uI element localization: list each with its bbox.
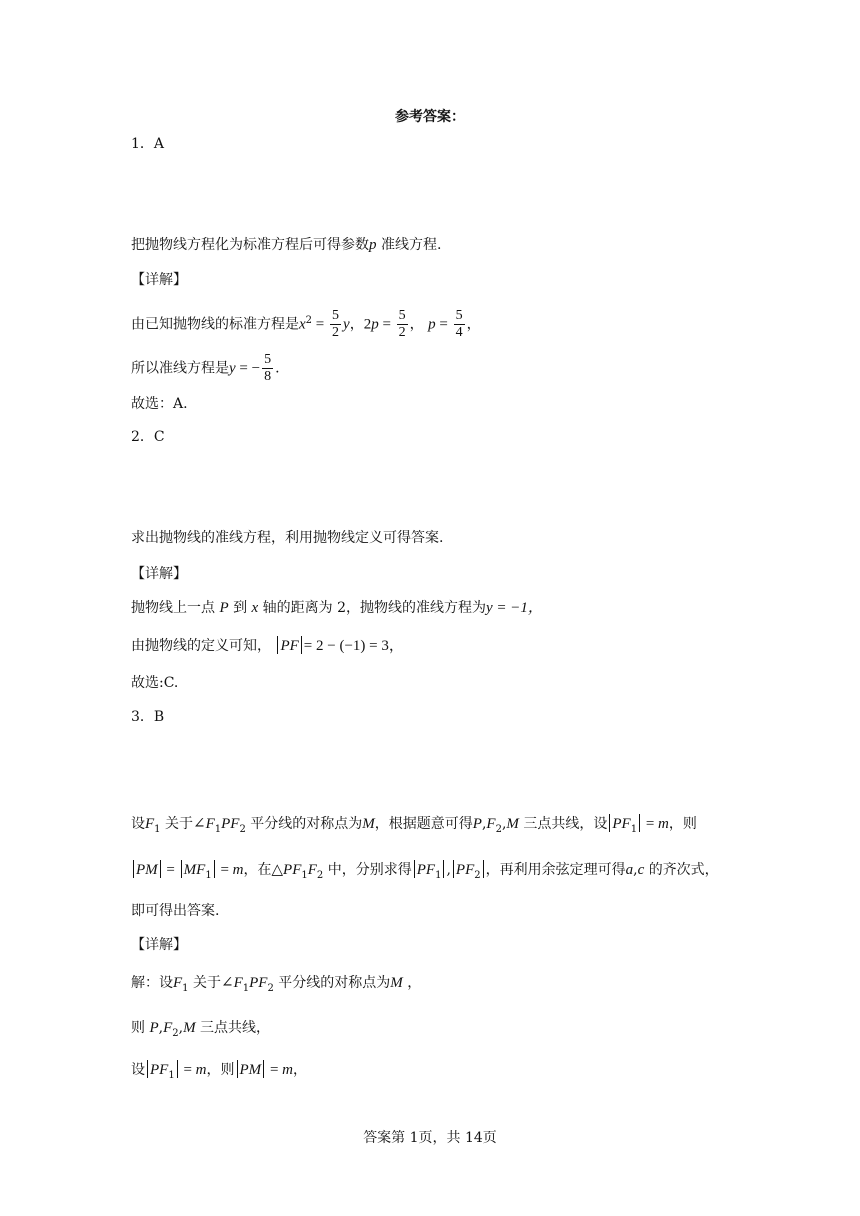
answer-2-analysis: 求出抛物线的准线方程，利用抛物线定义可得答案. bbox=[131, 530, 444, 546]
answer-3-analysis-line-1: 设$F_1$ 关于$\angle F_1PF_2$ 平分线的对称点为M，根据题意可得$P,F_2,M$ 三点共线，设 $PF_1 = m$，则 bbox=[131, 816, 697, 835]
answer-3-analysis-line-2: PM = $MF_1 = m$，在$\triangle PF_1F_2$ 中，分别求得 $PF_1$ , $PF_2$ ，再利用余弦定理可得a,c 的齐次式， bbox=[131, 860, 719, 886]
answer-1-detail-label: 【详解】 bbox=[131, 272, 187, 288]
page-footer: 答案第 1页，共 14页 bbox=[363, 1130, 497, 1146]
page-title: 参考答案： bbox=[395, 109, 465, 125]
answer-2-detail-line-2: 由抛物线的定义可知， PF = 2 − (−1) = 3， bbox=[131, 638, 404, 654]
answer-2-detail-line-1: 抛物线上一点 P 到 x 轴的距离为 2，抛物线的准线方程为y = −1， bbox=[131, 600, 543, 616]
answer-1-conclusion: 故选：A. bbox=[131, 396, 188, 412]
answer-3-detail-line-3: 设 $PF_1 = m$，则 PM = m， bbox=[131, 1062, 307, 1081]
answer-3-detail-line-2: 则 $P,F_2,M$ 三点共线， bbox=[131, 1020, 271, 1039]
answer-3-heading: 3．B bbox=[131, 709, 165, 725]
answer-3-detail-line-1: 解：设$F_1$ 关于$\angle F_1PF_2$ 平分线的对称点为M ， bbox=[131, 975, 422, 994]
answer-1-heading: 1．A bbox=[131, 136, 165, 152]
answer-1-analysis: 把抛物线方程化为标准方程后可得参数p 准线方程. bbox=[131, 237, 442, 253]
answer-1-detail-line-1: 由已知抛物线的标准方程是$x^2$ = $\frac{5}{2}$ y，2p = $\frac{5}{2}$ ， p = $\frac{5}{4}$ ， bbox=[131, 308, 481, 340]
answer-3-detail-label: 【详解】 bbox=[131, 937, 187, 953]
answer-1-detail-line-2: 所以准线方程是y = − $\frac{5}{8}$ . bbox=[131, 352, 280, 384]
answer-2-conclusion: 故选:C. bbox=[131, 675, 179, 691]
answer-3-analysis-line-3: 即可得出答案. bbox=[131, 903, 220, 919]
answer-2-heading: 2．C bbox=[131, 429, 165, 445]
answer-2-detail-label: 【详解】 bbox=[131, 566, 187, 582]
